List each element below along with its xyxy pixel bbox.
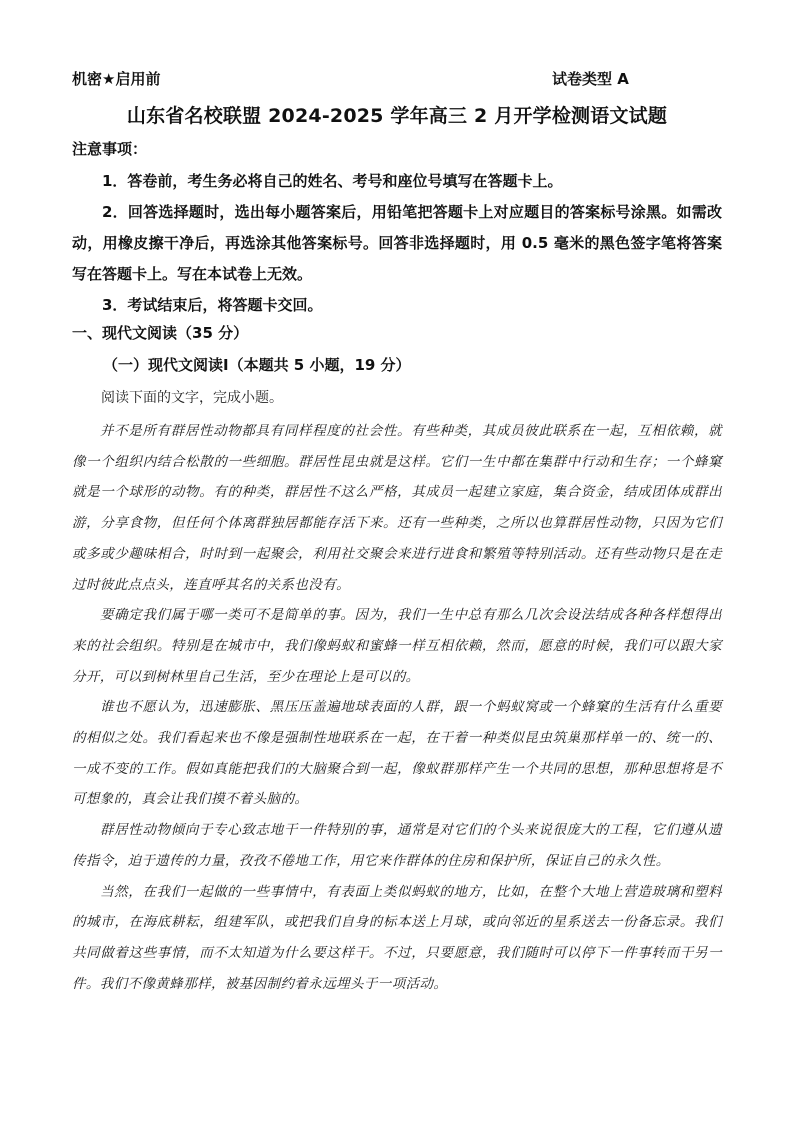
reading-instruction: 阅读下面的文字，完成小题。 — [101, 390, 283, 406]
notice-heading: 注意事项： — [72, 140, 148, 158]
passage-paragraph: 并不是所有群居性动物都具有同样程度的社会性。有些种类，其成员彼此联系在一起，互相依赖，就像一个组织内结合松散的一些细胞。群居性昆虫就是这样。它们一生中都在集群中行动和生存；一个蜂窠就是一个球形的动物。有的种类，群居性不这么严格，其成员一起建立家庭，集合资金，结成团体成群出游，分享食物，但任何个体离群独居都能存活下来。还有一些种类，之所以也算群居性动物，只因为它们或多或少趣味相合，时时到一起聚会，利用社交聚会来进行进食和繁殖等特别活动。还有些动物只是在走过时彼此点点头，连直呼其名的关系也没有。 — [72, 423, 722, 593]
notice-list — [72, 166, 722, 321]
reading-passage — [72, 416, 722, 999]
exam-title: 山东省名校联盟 2024-2025 学年高三 2 月开学检测语文试题 — [126, 105, 668, 127]
subsection-title: （一）现代文阅读Ⅰ（本题共 5 小题，19 分） — [103, 356, 411, 374]
passage-paragraph: 谁也不愿认为，迅速膨胀、黑压压盖遍地球表面的人群，跟一个蚂蚁窝或一个蜂窠的生活有什么重要的相似之处。我们看起来也不像是强制性地联系在一起，在干着一种类似昆虫筑巢那样单一的、统一的、一成不变的工作。假如真能把我们的大脑聚合到一起，像蚁群那样产生一个共同的思想，那种思想将是不可想象的，真会让我们摸不着头脑的。 — [72, 699, 722, 808]
notice-item: 3．考试结束后，将答题卡交回。 — [102, 296, 323, 314]
notice-item: 2．回答选择题时，选出每小题答案后，用铅笔把答题卡上对应题目的答案标号涂黑。如需改动，用橡皮擦干净后，再选涂其他答案标号。回答非选择题时，用 0.5 毫米的黑色签字笔将答案写在答题卡上。写在本试卷上无效。 — [72, 203, 722, 283]
paper-type-label: 试卷类型 A — [552, 70, 629, 88]
confidential-label: 机密★启用前 — [72, 70, 161, 88]
passage-paragraph: 要确定我们属于哪一类可不是简单的事。因为，我们一生中总有那么几次会设法结成各种各样想得出来的社会组织。特别是在城市中，我们像蚂蚁和蜜蜂一样互相依赖，然而，愿意的时候，我们可以跟大家分开，可以到树林里自己生活，至少在理论上是可以的。 — [72, 607, 722, 685]
section-title: 一、现代文阅读（35 分） — [72, 324, 249, 342]
header-line — [72, 68, 722, 88]
notice-item: 1．答卷前，考生务必将自己的姓名、考号和座位号填写在答题卡上。 — [102, 172, 563, 190]
passage-paragraph: 当然，在我们一起做的一些事情中，有表面上类似蚂蚁的地方，比如，在整个大地上营造玻璃和塑料的城市，在海底耕耘，组建军队，或把我们自身的标本送上月球，或向邻近的星系送去一份备忘录。我们共同做着这些事情，而不太知道为什么要这样干。不过，只要愿意，我们随时可以停下一件事转而干另一件。我们不像黄蜂那样，被基因制约着永远埋头于一项活动。 — [72, 883, 722, 992]
passage-paragraph: 群居性动物倾向于专心致志地干一件特别的事，通常是对它们的个头来说很庞大的工程，它们遵从遗传指令，迫于遗传的力量，孜孜不倦地工作，用它来作群体的住房和保护所，保证自己的永久性。 — [72, 822, 722, 869]
